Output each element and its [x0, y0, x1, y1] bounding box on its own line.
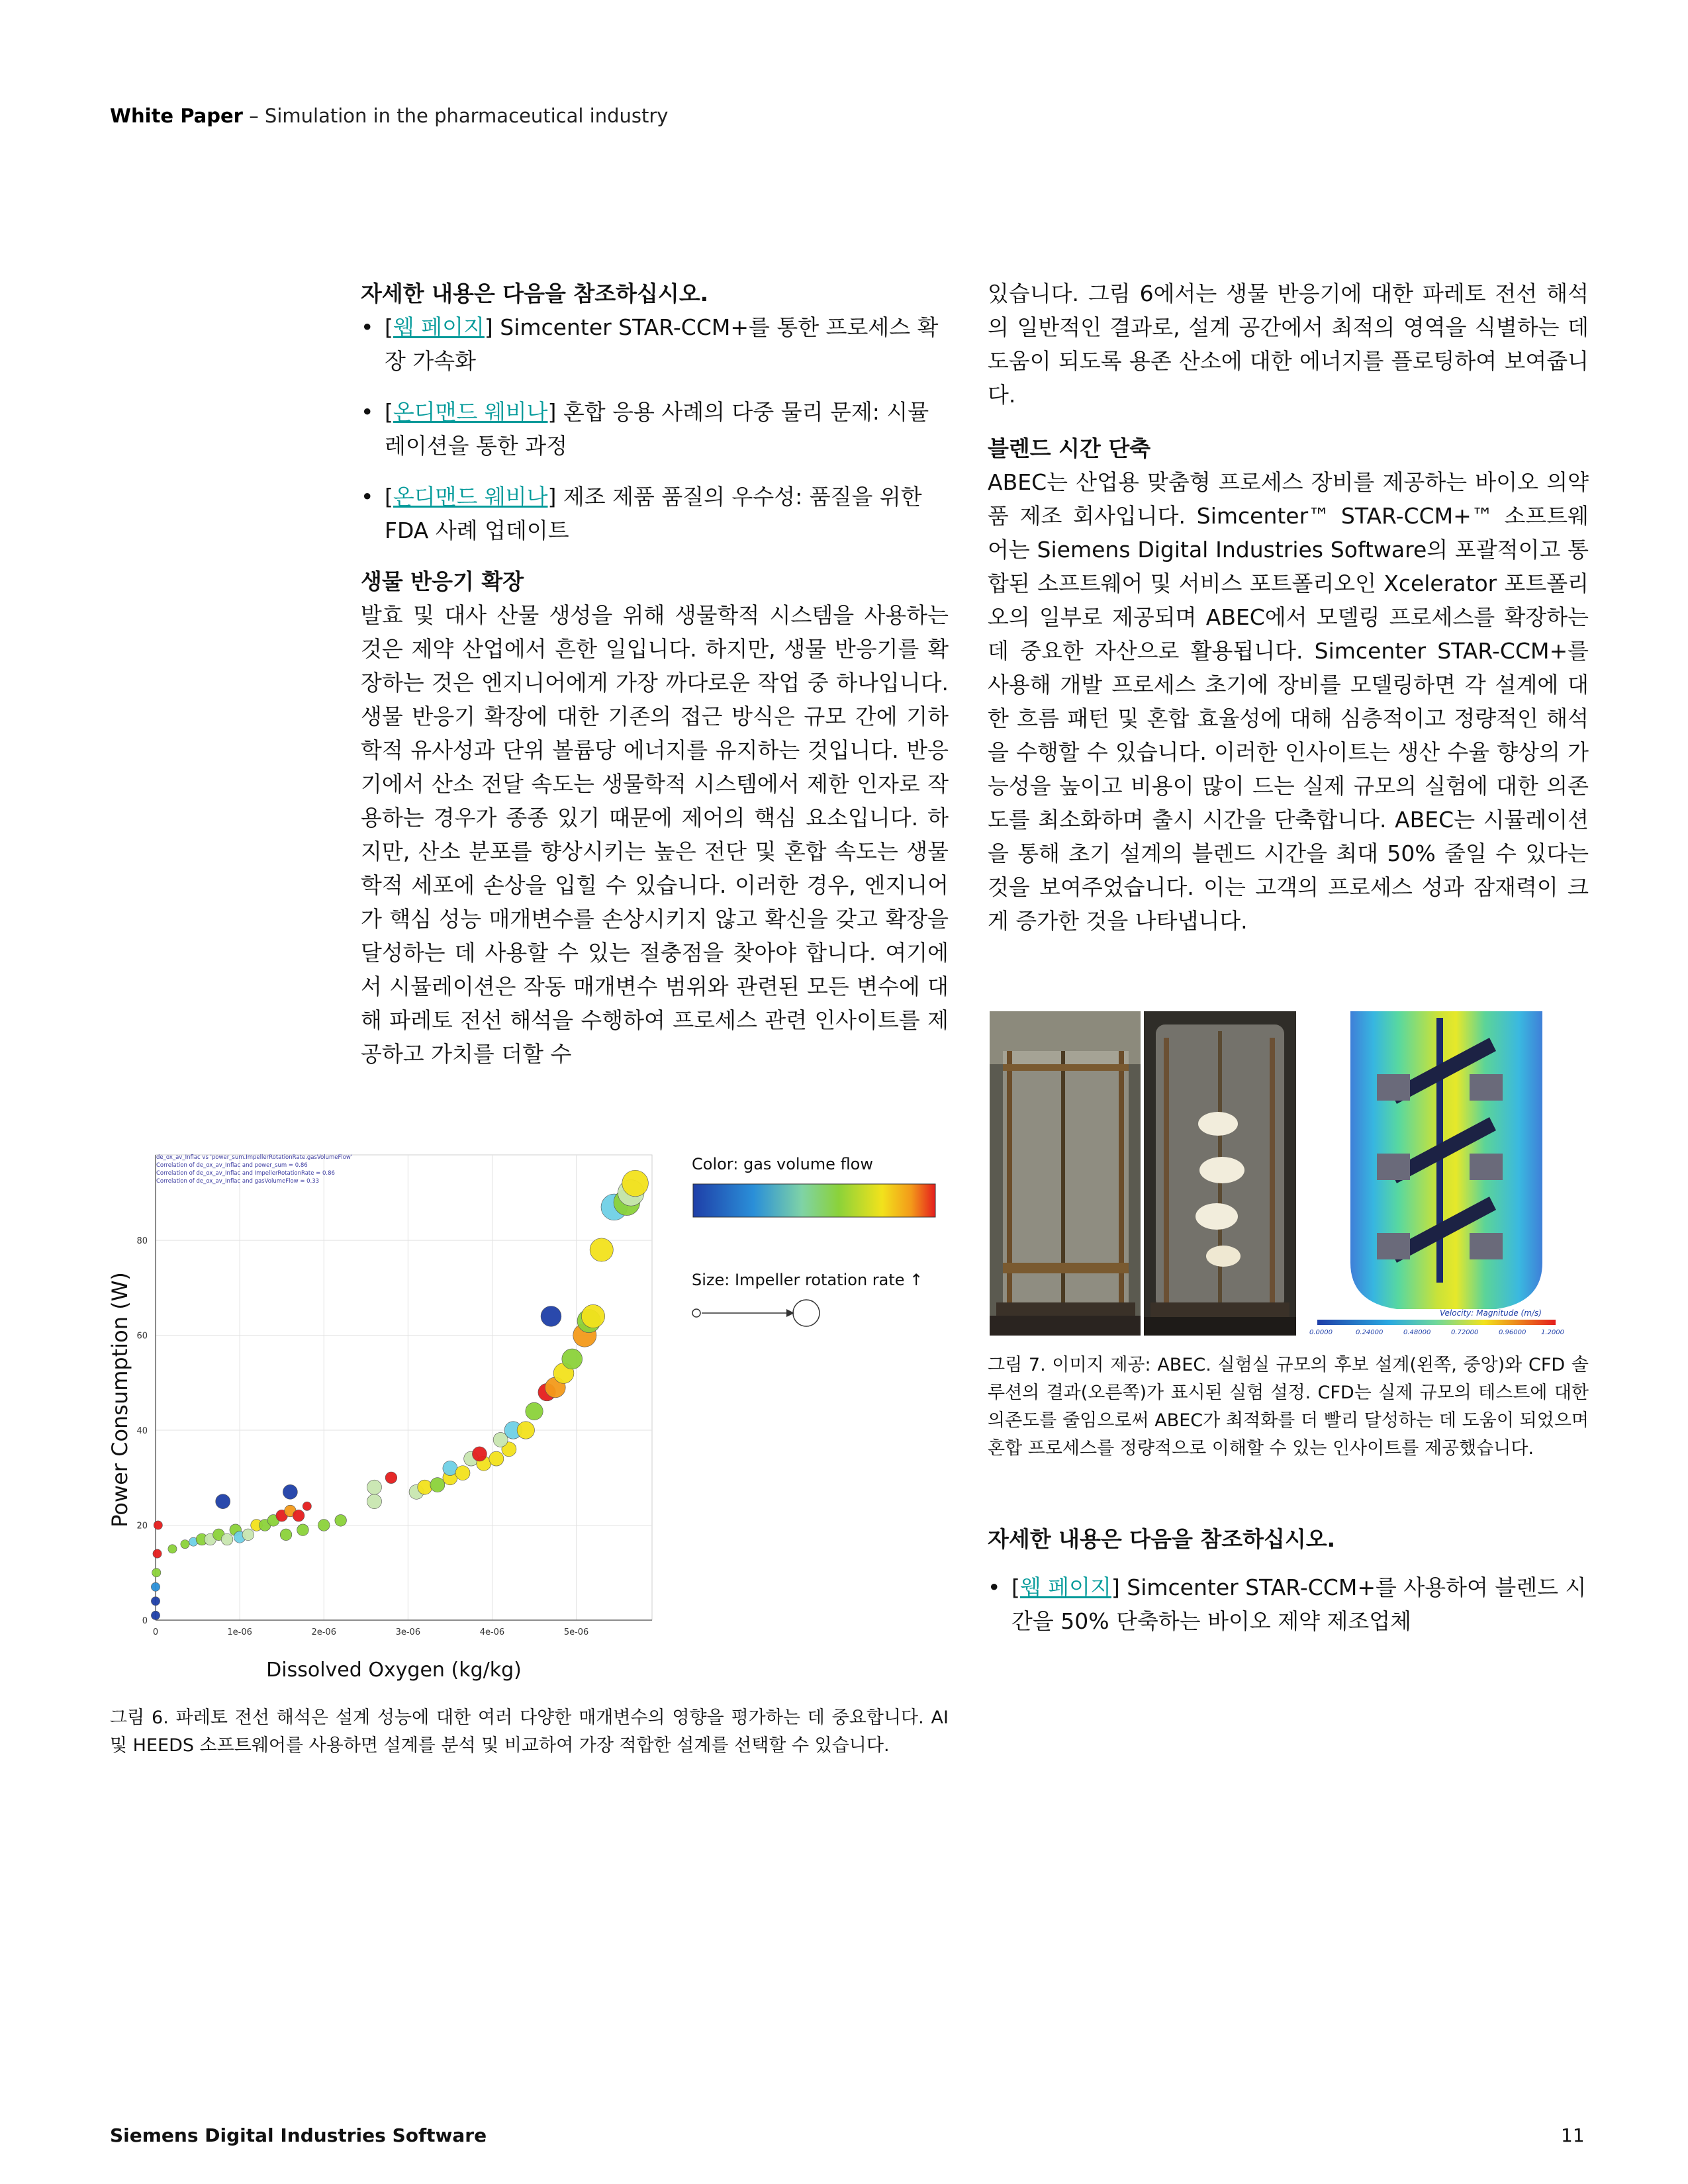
data-point [489, 1451, 504, 1466]
data-point [418, 1480, 432, 1494]
data-point [622, 1170, 649, 1197]
right-column [988, 277, 1589, 938]
header-title: White Paper [110, 105, 243, 127]
y-tick-label: 60 [136, 1331, 148, 1342]
y-tick-label: 40 [136, 1426, 148, 1437]
page-number: 11 [1561, 2124, 1585, 2146]
size-legend-large-circle [793, 1300, 820, 1326]
cfd-tick-label: 0.96000 [1499, 1329, 1526, 1336]
data-point [168, 1545, 177, 1553]
y-tick-label: 80 [136, 1236, 148, 1247]
link-webpage[interactable]: 웹 페이지 [393, 314, 485, 340]
running-header [110, 105, 668, 127]
cfd-tick-label: 1.2000 [1541, 1329, 1564, 1336]
blend-paragraph: ABEC는 산업용 맞춤형 프로세스 장비를 제공하는 바이오 의약품 제조 회사입니다. Simcenter™ STAR-CCM+™ 소프트웨어는 Siemens Digital Industries Software의 포괄적이고 통합된 소프트웨어 및 서비스 포트폴리오인 Xcelerator 포트폴리오의 일부로 제공되며 ABEC에서 모델링 프로세스를 확장하는 데 중요한 자산으로 활용됩니다. Simcenter STAR-CCM+를 사용해 개발 프로세스 초기에 장비를 모델링하면 각 설계에 대한 흐름 패턴 및 혼합 효율성에 대해 심층적이고 정량적인 해석을 수행할 수 있습니다. 이러한 인사이트는 생산 수율 향상의 가능성을 높이고 비용이 많이 드는 실제 규모의 실험에 대한 의존도를 최소화하며 출시 시간을 단축합니다. ABEC는 시뮬레이션을 통해 초기 설계의 블렌드 시간을 최대 50% 줄일 수 있다는 것을 보여주었습니다. 이는 고객의 프로세스 성과 잠재력이 크게 증가한 것을 나타냅니다. [988, 469, 1589, 934]
data-point [152, 1569, 161, 1577]
data-point [293, 1510, 305, 1522]
data-point [455, 1466, 470, 1480]
x-tick-label: 0 [152, 1627, 159, 1637]
link-webinar-1[interactable]: 온디맨드 웨비나 [393, 399, 548, 425]
link-webpage[interactable]: 웹 페이지 [1019, 1574, 1111, 1600]
list-item: • [온디맨드 웨비나] 혼합 응용 사례의 다중 물리 문제: 시뮬레이션을 통한 과정 [361, 395, 949, 463]
data-point [385, 1472, 397, 1484]
cfd-velocity-result [1297, 1011, 1589, 1336]
y-tick-label: 0 [142, 1616, 148, 1626]
data-point [367, 1494, 382, 1509]
bioreactor-paragraph: 발효 및 대사 산물 생성을 위해 생물학적 시스템을 사용하는 것은 제약 산업에서 흔한 일입니다. 하지만, 생물 반응기를 확장하는 것은 엔지니어에게 가장 까다로운 작업 중 하나입니다. 생물 반응기 확장에 대한 기존의 접근 방식은 규모 간에 기하학적 유사성과 단위 볼륨당 에너지를 유지하는 것입니다. 반응기에서 산소 전달 속도는 생물학적 시스템에서 제한 인자로 작용하는 경우가 종종 있기 때문에 제어의 핵심 요소입니다. 하지만, 산소 분포를 향상시키는 높은 전단 및 혼합 속도는 생물학적 세포에 손상을 입힐 수 있습니다. 이러한 경우, 엔지니어가 핵심 성능 매개변수를 손상시키지 않고 확신을 갖고 확장을 달성하는 데 사용할 수 있는 절충점을 찾아야 합니다. 여기에서 시뮬레이션은 작동 매개변수 범위와 관련된 모든 변수에 대해 파레토 전선 해석을 수행하여 프로세스 관련 인사이트를 제공하고 가치를 더할 수 [361, 602, 949, 1067]
data-point [151, 1582, 160, 1591]
refs-heading: 자세한 내용은 다음을 참조하십시오. [361, 281, 709, 306]
link-webinar-2[interactable]: 온디맨드 웨비나 [393, 484, 548, 510]
list-item: • [웹 페이지] Simcenter STAR-CCM+를 통한 프로세스 확장 가속화 [361, 310, 949, 378]
x-tick-label: 4e-06 [479, 1627, 505, 1637]
plot-note-line: Correlation of de_ox_av_Inflac and power_sum = 0.86 [156, 1162, 308, 1169]
data-point [472, 1447, 487, 1461]
data-point [541, 1306, 561, 1326]
y-axis-label: Power Consumption (W) [107, 1272, 132, 1527]
color-scale-bar [693, 1184, 935, 1217]
x-tick-label: 1e-06 [227, 1627, 252, 1637]
ref-text: 제조 제품 품질의 우수성: 품질을 위한 FDA 사례 업데이트 [385, 484, 922, 543]
data-point [590, 1238, 613, 1261]
size-legend-small-circle [692, 1309, 700, 1317]
x-tick-label: 2e-06 [311, 1627, 336, 1637]
data-point [242, 1529, 254, 1541]
figure-6-chart [99, 1142, 953, 1691]
data-point [280, 1529, 292, 1541]
data-point [181, 1540, 189, 1549]
bioreactor-photo-center [1144, 1011, 1296, 1336]
plot-note-line: Correlation of de_ox_av_Inflac and ImpellerRotationRate = 0.86 [156, 1170, 335, 1177]
bioreactor-photo-left [990, 1011, 1141, 1336]
right-refs [988, 1522, 1589, 1655]
left-column [361, 277, 949, 1071]
y-tick-label: 20 [136, 1521, 148, 1531]
size-legend-title: Size: Impeller rotation rate ↑ [692, 1271, 923, 1289]
x-axis-label: Dissolved Oxygen (kg/kg) [266, 1659, 522, 1682]
data-point [367, 1480, 382, 1494]
data-point [526, 1402, 543, 1420]
refs-heading: 자세한 내용은 다음을 참조하십시오. [988, 1526, 1336, 1552]
data-point [443, 1461, 457, 1475]
x-tick-label: 5e-06 [563, 1627, 589, 1637]
chart-grid [156, 1155, 652, 1620]
ref-text: 혼합 응용 사례의 다중 물리 문제: 시뮬레이션을 통한 과정 [385, 399, 929, 459]
plot-area [156, 1155, 652, 1620]
data-point [283, 1484, 297, 1499]
data-point [562, 1349, 583, 1369]
figure-6-caption: 그림 6. 파레토 전선 해석은 설계 성능에 대한 여러 다양한 매개변수의 영향을 평가하는 데 중요합니다. AI 및 HEEDS 소프트웨어를 사용하면 설계를 분석 및 비교하여 가장 적합한 설계를 선택할 수 있습니다. [110, 1707, 949, 1756]
cfd-tick-label: 0.0000 [1309, 1329, 1333, 1336]
data-point [297, 1524, 309, 1536]
list-item: • [온디맨드 웨비나] 제조 제품 품질의 우수성: 품질을 위한 FDA 사례 업데이트 [361, 480, 949, 547]
figure-7-caption: 그림 7. 이미지 제공: ABEC. 실험실 규모의 후보 설계(왼쪽, 중앙)와 CFD 솔루션의 결과(오른쪽)가 표시된 실험 설정. CFD는 실제 규모의 테스트에 대한 의존도를 줄임으로써 ABEC가 최적화를 더 빨리 달성하는 데 도움이 되었으며 혼합 프로세스를 정량적으로 이해할 수 있는 인사이트를 제공했습니다. [988, 1355, 1589, 1459]
cfd-legend-bar [1317, 1320, 1556, 1325]
cfd-legend-title: Velocity: Magnitude (m/s) [1440, 1308, 1542, 1318]
refs-list [988, 1570, 1589, 1638]
section-heading-blend: 블렌드 시간 단축 [988, 435, 1151, 461]
data-point [303, 1502, 311, 1510]
cfd-tick-label: 0.72000 [1451, 1329, 1479, 1336]
data-point [216, 1494, 230, 1509]
data-point [221, 1533, 233, 1545]
footer-company: Siemens Digital Industries Software [110, 2124, 487, 2146]
cfd-tick-label: 0.48000 [1403, 1329, 1431, 1336]
x-tick-label: 3e-06 [395, 1627, 421, 1637]
plot-note-line: Correlation of de_ox_av_Inflac and gasVolumeFlow = 0.33 [156, 1178, 320, 1185]
ref-text: Simcenter STAR-CCM+를 통한 프로세스 확장 가속화 [385, 314, 939, 374]
data-point [153, 1549, 162, 1558]
cfd-tick-label: 0.24000 [1356, 1329, 1383, 1336]
ref-text: Simcenter STAR-CCM+를 사용하여 블렌드 시간을 50% 단축하는 바이오 제약 제조업체 [1011, 1574, 1587, 1634]
data-point [318, 1520, 330, 1531]
header-subtitle: – Simulation in the pharmaceutical industry [242, 105, 669, 127]
data-point [151, 1611, 160, 1619]
paragraph-continuation: 있습니다. 그림 6에서는 생물 반응기에 대한 파레토 전선 해석의 일반적인 결과로, 설계 공간에서 최적의 영역을 식별하는 데 도움이 되도록 용존 산소에 대한 에너지를 플로팅하여 보여줍니다. [988, 281, 1589, 408]
color-legend-title: Color: gas volume flow [692, 1155, 873, 1173]
data-point [335, 1515, 347, 1527]
data-point [581, 1304, 604, 1328]
section-heading-bioreactor: 생물 반응기 확장 [361, 569, 524, 594]
refs-list [361, 310, 949, 547]
plot-note-line: de_ox_av_Inflac vs 'power_sum.ImpellerRotationRate.gasVolumeFlow' [156, 1154, 353, 1161]
data-point [430, 1478, 445, 1492]
data-point [151, 1597, 160, 1606]
data-point [517, 1422, 534, 1439]
data-point [154, 1521, 162, 1529]
list-item: • [웹 페이지] Simcenter STAR-CCM+를 사용하여 블렌드 시간을 50% 단축하는 바이오 제약 제조업체 [988, 1570, 1589, 1638]
